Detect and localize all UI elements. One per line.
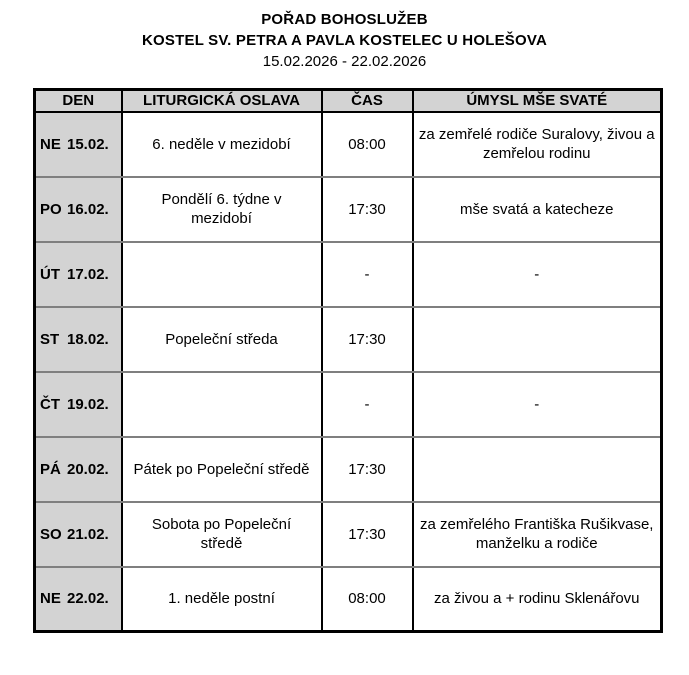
table-row bbox=[35, 177, 662, 242]
day-cell bbox=[35, 112, 122, 177]
time-cell: 17:30 bbox=[322, 177, 413, 242]
day-abbr: SO bbox=[40, 525, 62, 543]
time-cell: 17:30 bbox=[322, 502, 413, 567]
celebration-cell: Sobota po Popeleční středě bbox=[122, 502, 322, 567]
intention-cell: mše svatá a katecheze bbox=[413, 177, 662, 242]
celebration-cell bbox=[122, 242, 322, 307]
day-cell bbox=[35, 307, 122, 372]
day-abbr: NE bbox=[40, 590, 61, 608]
day-abbr: NE bbox=[40, 135, 61, 153]
intention-cell: - bbox=[413, 372, 662, 437]
time-cell: - bbox=[322, 372, 413, 437]
col-header-liturgicka-oslava: LITURGICKÁ OSLAVA bbox=[122, 90, 322, 112]
intention-cell: za zemřelé rodiče Suralovy, živou a zemřelou rodinu bbox=[413, 112, 662, 177]
church-name: KOSTEL SV. PETRA A PAVLA KOSTELEC U HOLEŠOVA bbox=[142, 32, 547, 49]
day-date: 16.02. bbox=[67, 200, 109, 218]
title-block bbox=[0, 0, 689, 72]
col-header-den: DEN bbox=[35, 90, 122, 112]
intention-cell: za živou a + rodinu Sklenářovu bbox=[413, 567, 662, 632]
table-row bbox=[35, 112, 662, 177]
day-cell bbox=[35, 437, 122, 502]
day-abbr: ÚT bbox=[40, 265, 60, 283]
table-row bbox=[35, 242, 662, 307]
time-cell: 17:30 bbox=[322, 307, 413, 372]
intention-cell bbox=[413, 307, 662, 372]
celebration-cell bbox=[122, 372, 322, 437]
col-header-cas: ČAS bbox=[322, 90, 413, 112]
intention-cell: - bbox=[413, 242, 662, 307]
day-date: 22.02. bbox=[67, 590, 109, 608]
day-cell bbox=[35, 567, 122, 632]
day-date: 17.02. bbox=[67, 265, 109, 283]
schedule-table bbox=[33, 88, 663, 633]
date-range: 15.02.2026 - 22.02.2026 bbox=[262, 53, 427, 70]
day-date: 19.02. bbox=[67, 395, 109, 413]
table-row bbox=[35, 307, 662, 372]
celebration-cell: Pátek po Popeleční středě bbox=[122, 437, 322, 502]
table-row bbox=[35, 567, 662, 632]
day-cell bbox=[35, 372, 122, 437]
day-abbr: ST bbox=[40, 330, 60, 348]
day-abbr: PO bbox=[40, 200, 62, 218]
day-date: 15.02. bbox=[67, 135, 109, 153]
day-date: 20.02. bbox=[67, 460, 109, 478]
table-row bbox=[35, 502, 662, 567]
time-cell: 08:00 bbox=[322, 112, 413, 177]
intention-cell bbox=[413, 437, 662, 502]
table-header bbox=[35, 90, 662, 112]
day-date: 18.02. bbox=[67, 330, 109, 348]
day-cell bbox=[35, 502, 122, 567]
col-header-umysl: ÚMYSL MŠE SVATÉ bbox=[413, 90, 662, 112]
time-cell: - bbox=[322, 242, 413, 307]
celebration-cell: 6. neděle v mezidobí bbox=[122, 112, 322, 177]
day-abbr: ČT bbox=[40, 395, 60, 413]
time-cell: 17:30 bbox=[322, 437, 413, 502]
header-row bbox=[35, 90, 662, 112]
celebration-cell: Pondělí 6. týdne v mezidobí bbox=[122, 177, 322, 242]
day-abbr: PÁ bbox=[40, 460, 61, 478]
celebration-cell: Popeleční středa bbox=[122, 307, 322, 372]
table-body bbox=[35, 112, 662, 632]
table-row bbox=[35, 437, 662, 502]
time-cell: 08:00 bbox=[322, 567, 413, 632]
celebration-cell: 1. neděle postní bbox=[122, 567, 322, 632]
intention-cell: za zemřelého Františka Rušikvase, manželku a rodiče bbox=[413, 502, 662, 567]
day-date: 21.02. bbox=[67, 525, 109, 543]
day-cell bbox=[35, 177, 122, 242]
table-row bbox=[35, 372, 662, 437]
page-title: POŘAD BOHOSLUŽEB bbox=[261, 11, 428, 28]
day-cell bbox=[35, 242, 122, 307]
